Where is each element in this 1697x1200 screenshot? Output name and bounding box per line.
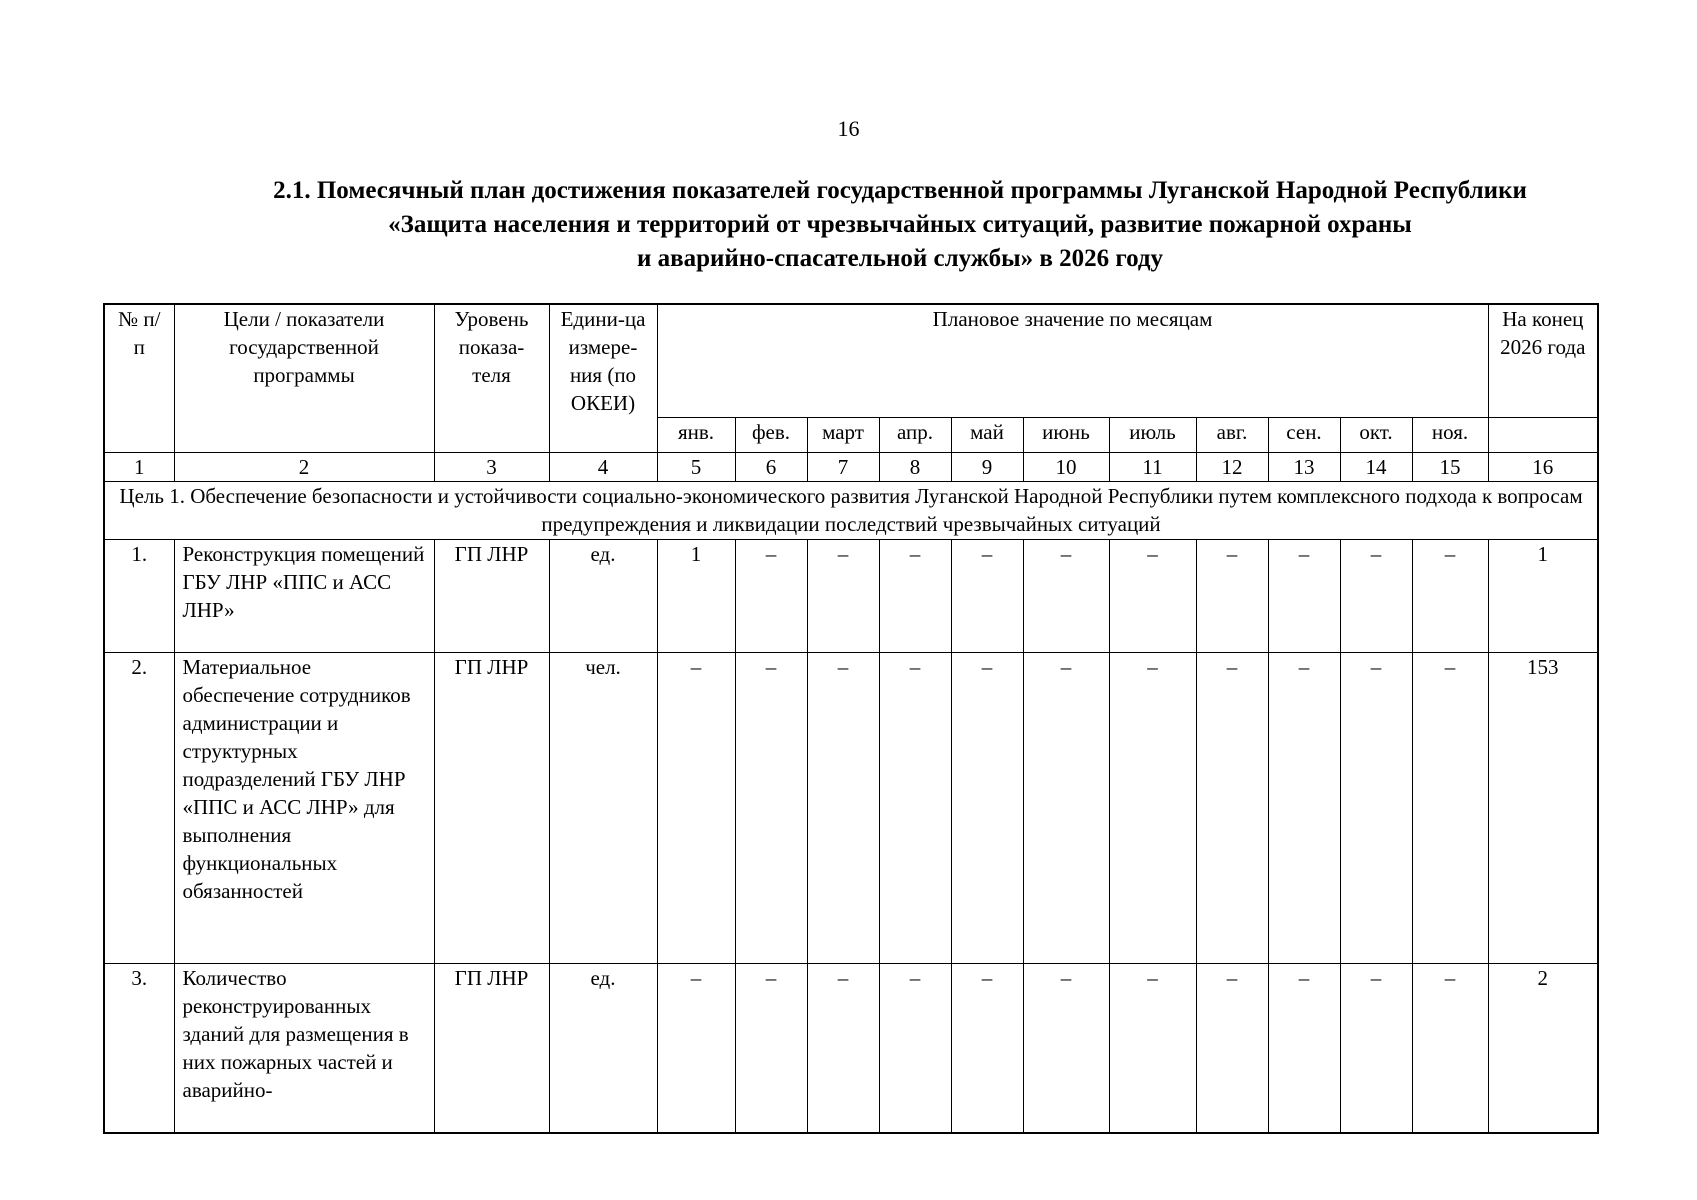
month-value: – <box>1268 963 1340 1133</box>
column-number: 1 <box>104 452 174 481</box>
goal-1-text: Цель 1. Обеспечение безопасности и устойчивости социально-экономического развития Луганской Народной Республики путем комплексного подхода к вопросам предупреждения и ликвидации последствий чрезвычайных ситуаций <box>104 481 1598 539</box>
month-value: – <box>1109 963 1196 1133</box>
end-year-value: 153 <box>1488 652 1598 963</box>
month-header: июль <box>1109 417 1196 452</box>
column-number: 12 <box>1196 452 1268 481</box>
table-row <box>104 963 1598 1133</box>
month-value: – <box>951 539 1023 652</box>
month-value: – <box>1109 539 1196 652</box>
month-header: авг. <box>1196 417 1268 452</box>
column-number: 4 <box>549 452 657 481</box>
month-header: фев. <box>735 417 807 452</box>
column-number: 8 <box>879 452 951 481</box>
month-header: сен. <box>1268 417 1340 452</box>
header-level: Уровень показа-теля <box>434 304 549 452</box>
month-value: – <box>1412 539 1488 652</box>
indicator-name: Количество реконструированных зданий для размещения в них пожарных частей и аварийно- <box>174 963 434 1133</box>
header-unit: Едини-ца измере-ния (по ОКЕИ) <box>549 304 657 452</box>
monthly-plan-table <box>103 303 1599 1134</box>
column-number: 13 <box>1268 452 1340 481</box>
month-header: март <box>807 417 879 452</box>
month-value: – <box>1268 652 1340 963</box>
month-value: – <box>1196 539 1268 652</box>
month-value: – <box>1109 652 1196 963</box>
header-goals: Цели / показатели государственной программы <box>174 304 434 452</box>
column-number: 2 <box>174 452 434 481</box>
column-number: 16 <box>1488 452 1598 481</box>
month-value: – <box>1340 963 1412 1133</box>
month-value: – <box>1412 963 1488 1133</box>
table-row <box>104 539 1598 652</box>
month-value: – <box>657 963 735 1133</box>
indicator-unit: ед. <box>549 539 657 652</box>
month-value: – <box>1023 652 1109 963</box>
header-row <box>104 304 1598 417</box>
month-value: – <box>735 963 807 1133</box>
month-header: окт. <box>1340 417 1412 452</box>
indicator-name: Реконструкция помещений ГБУ ЛНР «ППС и АСС ЛНР» <box>174 539 434 652</box>
month-value: – <box>1196 652 1268 963</box>
month-value: – <box>807 963 879 1133</box>
goal-row <box>104 481 1598 539</box>
month-header: апр. <box>879 417 951 452</box>
table-row <box>104 652 1598 963</box>
month-header: май <box>951 417 1023 452</box>
column-number: 15 <box>1412 452 1488 481</box>
month-header: ноя. <box>1412 417 1488 452</box>
month-value: – <box>1340 652 1412 963</box>
header-no: № п/п <box>104 304 174 452</box>
row-number: 1. <box>104 539 174 652</box>
column-number: 9 <box>951 452 1023 481</box>
title-line-2: «Защита населения и территорий от чрезвычайных ситуаций, развитие пожарной охраны <box>388 211 1412 238</box>
column-number: 6 <box>735 452 807 481</box>
column-number: 3 <box>434 452 549 481</box>
month-value: – <box>807 652 879 963</box>
document-title <box>120 174 1680 276</box>
row-number: 2. <box>104 652 174 963</box>
column-number: 11 <box>1109 452 1196 481</box>
month-value: – <box>879 539 951 652</box>
month-value: – <box>1023 963 1109 1133</box>
column-number: 5 <box>657 452 735 481</box>
indicator-unit: чел. <box>549 652 657 963</box>
page-number: 16 <box>837 116 860 141</box>
month-value: – <box>1023 539 1109 652</box>
month-value: – <box>735 539 807 652</box>
month-value: – <box>735 652 807 963</box>
month-header: янв. <box>657 417 735 452</box>
month-header-empty <box>1488 417 1598 452</box>
column-number: 7 <box>807 452 879 481</box>
month-value: – <box>1268 539 1340 652</box>
indicator-unit: ед. <box>549 963 657 1133</box>
month-value: – <box>1412 652 1488 963</box>
month-value: – <box>807 539 879 652</box>
column-number-row <box>104 452 1598 481</box>
month-value: – <box>657 652 735 963</box>
indicator-name: Материальное обеспечение сотрудников администрации и структурных подразделений ГБУ ЛНР «ППС и АСС ЛНР» для выполнения функциональных обязанностей <box>174 652 434 963</box>
indicator-level: ГП ЛНР <box>434 963 549 1133</box>
title-line-3: и аварийно-спасательной службы» в 2026 году <box>636 245 1164 272</box>
indicator-level: ГП ЛНР <box>434 539 549 652</box>
indicator-level: ГП ЛНР <box>434 652 549 963</box>
title-line-1: 2.1. Помесячный план достижения показателей государственной программы Луганской Народной Республики <box>273 177 1527 204</box>
month-value: 1 <box>657 539 735 652</box>
row-number: 3. <box>104 963 174 1133</box>
month-value: – <box>1340 539 1412 652</box>
month-value: – <box>951 652 1023 963</box>
month-value: – <box>879 652 951 963</box>
header-end: На конец 2026 года <box>1488 304 1598 417</box>
end-year-value: 1 <box>1488 539 1598 652</box>
month-value: – <box>951 963 1023 1133</box>
month-header: июнь <box>1023 417 1109 452</box>
header-plan: Плановое значение по месяцам <box>657 304 1488 417</box>
column-number: 14 <box>1340 452 1412 481</box>
month-value: – <box>879 963 951 1133</box>
month-value: – <box>1196 963 1268 1133</box>
end-year-value: 2 <box>1488 963 1598 1133</box>
column-number: 10 <box>1023 452 1109 481</box>
